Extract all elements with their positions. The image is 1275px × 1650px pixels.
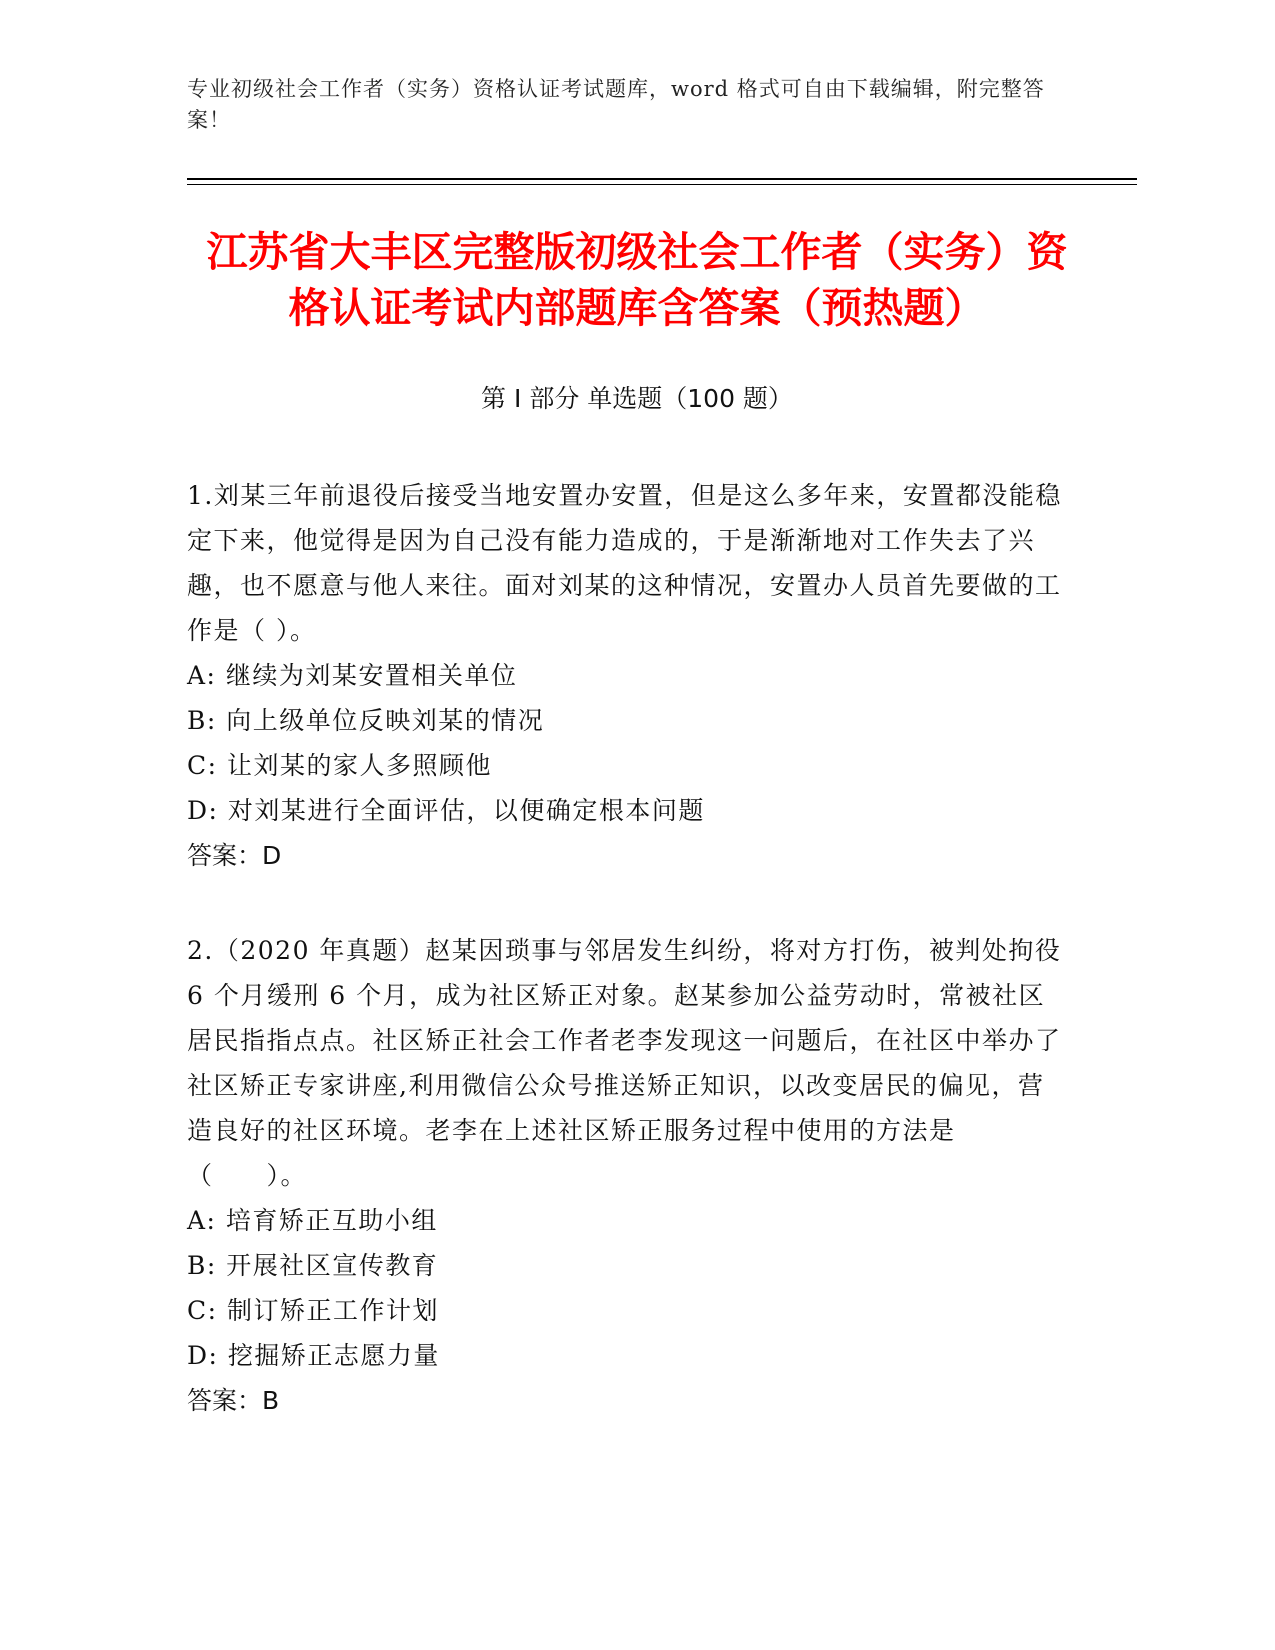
- question-1-option-a: A: 继续为刘某安置相关单位: [187, 661, 518, 690]
- header-rule-thin: [187, 184, 1137, 185]
- question-2-option-a: A: 培育矫正互助小组: [187, 1206, 438, 1235]
- question-2-option-d: D: 挖掘矫正志愿力量: [187, 1341, 440, 1370]
- header-note: 专业初级社会工作者（实务）资格认证考试题库，word 格式可自由下载编辑，附完整答案！: [187, 77, 1045, 132]
- question-1-stem: 1.刘某三年前退役后接受当地安置办安置，但是这么多年来，安置都没能稳定下来，他觉得是因为自己没有能力造成的，于是渐渐地对工作失去了兴趣，也不愿意与他人来往。面对刘某的这种情况，安置办人员首先要做的工作是（ ）。: [187, 481, 1062, 645]
- question-2-option-b: B: 开展社区宣传教育: [187, 1251, 439, 1280]
- question-1-option-b: B: 向上级单位反映刘某的情况: [187, 706, 545, 735]
- question-1-answer: 答案：D: [187, 841, 282, 870]
- question-2-stem: 2.（2020 年真题）赵某因琐事与邻居发生纠纷，将对方打伤，被判处拘役 6 个月缓刑 6 个月，成为社区矫正对象。赵某参加公益劳动时，常被社区居民指指点点。社区矫正社会工作者老李发现这一问题后，在社区中举办了社区矫正专家讲座,利用微信公众号推送矫正知识，以改变居民的偏见，营造良好的社区环境。老李在上述社区矫正服务过程中使用的方法是（ ）。: [187, 936, 1062, 1190]
- header-rule-thick: [187, 178, 1137, 180]
- section-heading: 第 I 部分 单选题（100 题）: [481, 384, 793, 413]
- question-2-answer: 答案：B: [187, 1386, 280, 1415]
- question-1-option-d: D: 对刘某进行全面评估，以便确定根本问题: [187, 796, 705, 825]
- question-2: [187, 928, 1067, 1423]
- question-1: [187, 473, 1067, 878]
- question-2-option-c: C: 制订矫正工作计划: [187, 1296, 439, 1325]
- document-title: 江苏省大丰区完整版初级社会工作者（实务）资格认证考试内部题库含答案（预热题）: [206, 228, 1068, 332]
- question-1-option-c: C: 让刘某的家人多照顾他: [187, 751, 492, 780]
